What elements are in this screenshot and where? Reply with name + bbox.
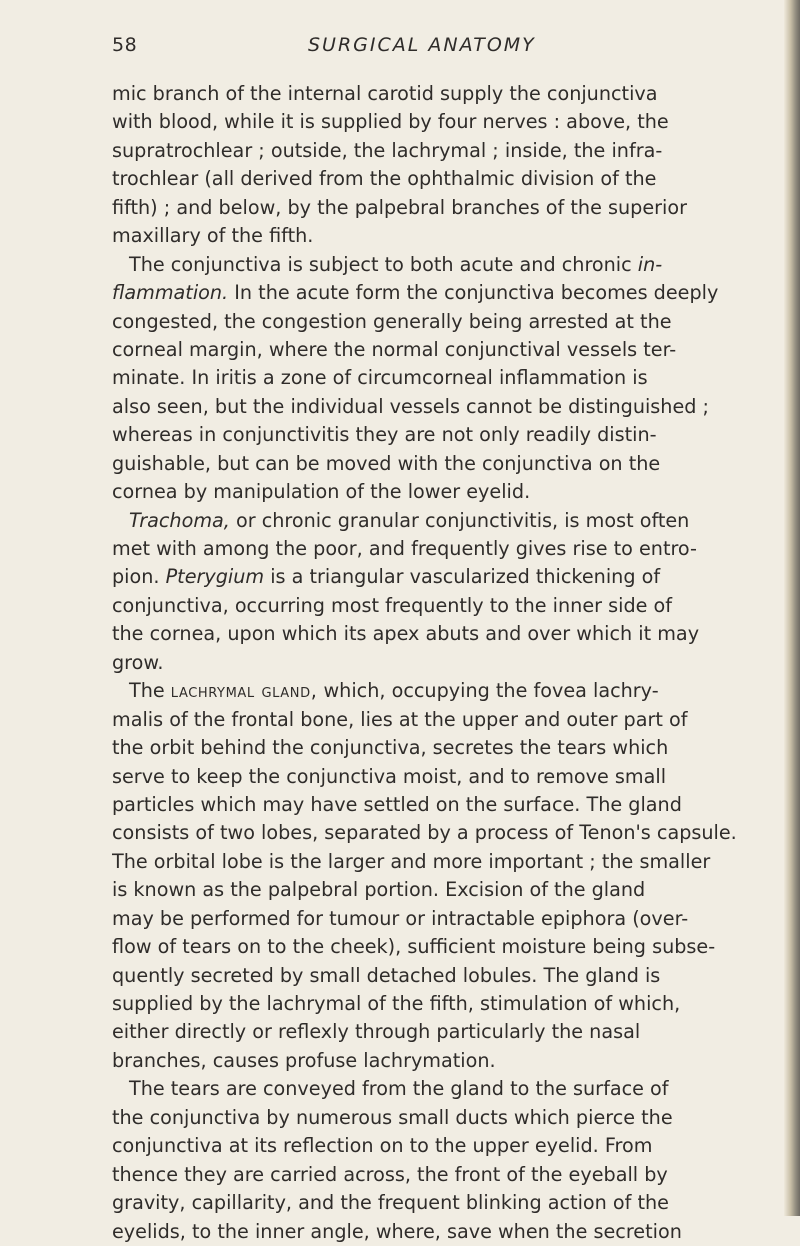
text-line: flow of tears on to the cheek), sufficient moisture being subse- [112,935,716,959]
text-line: the conjunctiva by numerous small ducts which pierce the [112,1105,673,1129]
text-line: whereas in conjunctivitis they are not only readily distin- [112,423,657,447]
small-caps-term: lachrymal gland, [170,679,318,703]
text-line: congested, the congestion generally being arrested at the [112,309,672,333]
text-run: which, occupying the fovea lachry- [317,679,659,703]
page-edge-shadow [784,0,800,1216]
text-line: is known as the palpebral portion. Excision of the gland [112,878,646,902]
text-run: In the acute form the conjunctiva becomes deeply [228,281,719,305]
text-line: conjunctiva, occurring most frequently to the inner side of [112,593,673,617]
text-line: eyelids, to the inner angle, where, save when the secretion [112,1219,682,1243]
text-line: met with among the poor, and frequently gives rise to entro- [112,537,697,560]
text-line [112,279,752,307]
running-title: SURGICAL ANATOMY [308,34,536,56]
text-line: branches, causes profuse lachrymation. [112,1048,496,1072]
text-line: also seen, but the individual vessels cannot be distinguished ; [112,394,710,418]
text-line: consists of two lobes, separated by a process of Tenon's capsule. [112,821,737,845]
text-line: supratrochlear ; outside, the lachrymal ; inside, the infra- [112,138,663,162]
text-run: or chronic granular conjunctivitis, is most often [229,508,690,532]
text-line: minate. In iritis a zone of circumcorneal inflammation is [112,366,648,390]
italic-term: Pterygium [165,565,265,589]
text-line [112,563,752,591]
text-line: maxillary of the fifth. [112,224,314,248]
text-line: trochlear (all derived from the ophthalmic division of the [112,167,657,191]
text-line [112,677,752,705]
text-line: corneal margin, where the normal conjunctival vessels ter- [112,337,677,361]
text-run: is a triangular vascularized thickening of [264,565,661,589]
text-line: guishable, but can be moved with the conjunctiva on the [112,451,661,475]
page-header [112,34,752,62]
text-run: The conjunctiva is subject to both acute and chronic [129,252,638,276]
text-run: pion. [112,565,166,589]
text-line: malis of the frontal bone, lies at the upper and outer part of [112,707,688,731]
text-line: fifth) ; and below, by the palpebral branches of the superior [112,195,687,219]
text-line: The orbital lobe is the larger and more important ; the smaller [112,849,711,873]
page-number: 58 [112,34,138,56]
text-line: serve to keep the conjunctiva moist, and to remove small [112,764,667,788]
text-line [112,507,752,535]
text-line: grow. [112,650,164,674]
text-line: particles which may have settled on the surface. The gland [112,792,682,816]
body-text [112,80,752,1246]
text-line: The tears are conveyed from the gland to the surface of [129,1077,669,1101]
text-line: supplied by the lachrymal of the fifth, stimulation of which, [112,992,681,1015]
text-line: gravity, capillarity, and the frequent blinking action of the [112,1191,669,1215]
text-run: The [129,679,171,703]
text-line: the cornea, upon which its apex abuts and over which it may [112,622,700,646]
italic-term: in- [637,252,663,276]
italic-term: flammation. [112,281,229,305]
text-line: cornea by manipulation of the lower eyelid. [112,480,531,504]
text-line [112,251,752,279]
text-line: quently secreted by small detached lobules. The gland is [112,963,661,987]
text-line: with blood, while it is supplied by four nerves : above, the [112,110,669,134]
text-line: mic branch of the internal carotid supply the conjunctiva [112,82,658,105]
text-line: conjunctiva at its reflection on to the upper eyelid. From [112,1134,653,1158]
text-line: the orbit behind the conjunctiva, secretes the tears which [112,736,669,760]
italic-term: Trachoma, [129,508,230,532]
text-line: may be performed for tumour or intractable epiphora (over- [112,906,689,930]
text-line: thence they are carried across, the front of the eyeball by [112,1162,668,1186]
text-line: either directly or reflexly through particularly the nasal [112,1020,641,1044]
